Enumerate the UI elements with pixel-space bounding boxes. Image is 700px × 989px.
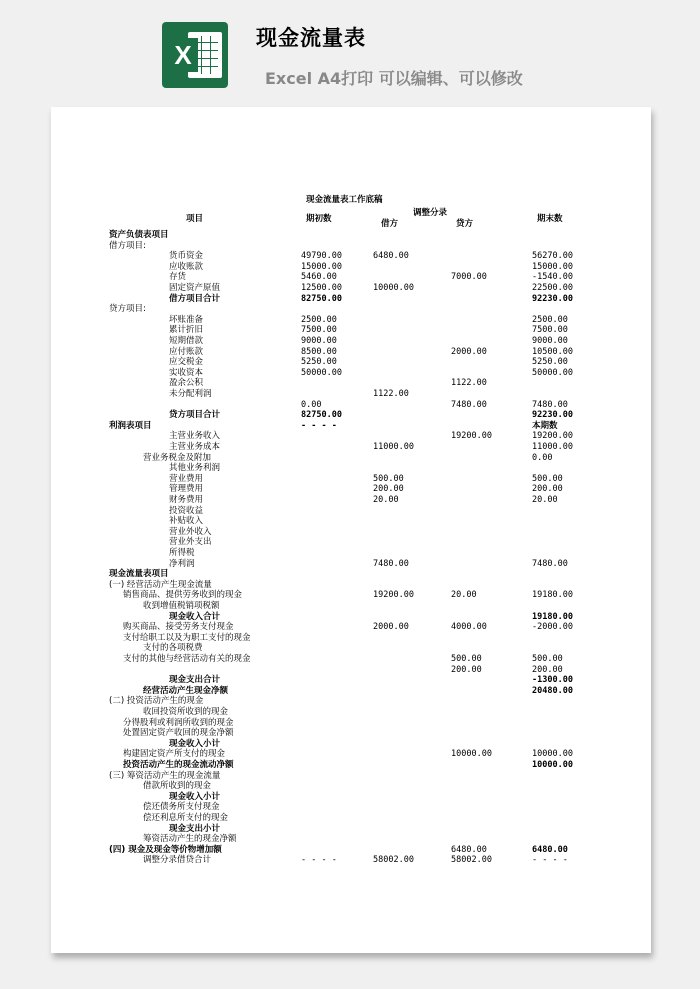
cell-credit: 19200.00 [451, 431, 492, 442]
row-label: 营业务税金及附加 [143, 452, 212, 463]
row-label: 收回投资所收到的现金 [143, 707, 229, 717]
cell-begin: 82750.00 [301, 293, 342, 304]
row-label: 借方项目: [109, 240, 146, 251]
cell-end: 50000.00 [532, 367, 573, 378]
cell-credit: 7000.00 [451, 272, 487, 283]
excel-icon [162, 22, 228, 88]
excel-letter: X [168, 38, 198, 72]
row-label: 处置固定资产收回的现金净额 [123, 728, 234, 739]
cell-credit: 1122.00 [451, 378, 487, 389]
row-label: 销售商品、提供劳务收到的现金 [123, 590, 243, 601]
row-label: 现金支出合计 [169, 675, 221, 686]
page-subtitle: Excel A4打印 可以编辑、可以修改 [265, 69, 523, 88]
cell-debit: 7480.00 [373, 558, 409, 569]
cell-begin: 8500.00 [301, 346, 337, 357]
cell-credit: 2000.00 [451, 346, 487, 357]
cell-end: 20480.00 [532, 685, 573, 696]
cell-begin: 7500.00 [301, 325, 337, 336]
cell-begin: 50000.00 [301, 367, 342, 378]
cell-debit: 19200.00 [373, 590, 414, 601]
cell-end: 500.00 [532, 654, 563, 664]
cell-end: 20.00 [532, 495, 558, 505]
row-label: 筹资活动产生的现金净额 [143, 834, 237, 845]
cell-debit: 11000.00 [373, 442, 414, 452]
document-page [51, 107, 651, 953]
row-label: 应交税金 [169, 357, 204, 368]
cell-end: 10500.00 [532, 346, 573, 357]
row-label: 应付账款 [169, 346, 204, 357]
row-label: 投资收益 [169, 505, 204, 516]
cell-end: 19180.00 [532, 611, 573, 622]
cell-end: 11000.00 [532, 442, 573, 452]
cell-debit: 200.00 [373, 484, 404, 495]
cell-end: 19200.00 [532, 431, 573, 442]
cell-credit: 4000.00 [451, 622, 487, 633]
cell-begin: 12500.00 [301, 283, 342, 293]
row-label: 管理费用 [169, 484, 204, 495]
row-label: 营业费用 [169, 473, 204, 484]
col-header-item: 项目 [186, 214, 204, 224]
cell-end: 2500.00 [532, 314, 568, 325]
row-label: 偿还利息所支付的现金 [143, 813, 229, 823]
cell-end: -2000.00 [532, 622, 573, 633]
cell-end: 9000.00 [532, 336, 568, 346]
cell-end: 5250.00 [532, 357, 568, 368]
row-label: 营业外收入 [169, 526, 212, 537]
row-label: (一) 经营活动产生现金流量 [109, 579, 212, 590]
row-label: (二) 投资活动产生的现金 [109, 696, 204, 707]
row-label: 支付的其他与经营活动有关的现金 [123, 654, 251, 664]
cell-end: 7480.00 [532, 558, 568, 569]
cell-begin: 5460.00 [301, 272, 337, 283]
col-header-debit: 借方 [381, 219, 399, 229]
row-label: 现金支出小计 [169, 823, 221, 834]
row-label: 现金收入小计 [169, 791, 221, 802]
row-label: 借款所收到的现金 [143, 781, 212, 792]
row-label: 主营业务收入 [169, 431, 221, 442]
col-header-begin: 期初数 [306, 214, 332, 224]
cell-credit: 20.00 [451, 590, 477, 601]
row-label: 未分配利润 [169, 389, 212, 399]
row-label: 其他业务利润 [169, 463, 221, 474]
cell-end: 0.00 [532, 452, 553, 463]
cell-debit: 10000.00 [373, 283, 414, 293]
cell-begin: 9000.00 [301, 336, 337, 346]
row-label: 资产负债表项目 [109, 230, 169, 240]
cell-end: 本期数 [532, 420, 558, 431]
cell-end: -1540.00 [532, 272, 573, 283]
cell-begin: - - - - [301, 420, 337, 431]
row-label: 财务费用 [169, 495, 204, 505]
row-label: 购买商品、接受劳务支付现金 [123, 622, 234, 633]
row-label: 补贴收入 [169, 516, 204, 527]
row-label: 净利润 [169, 558, 195, 569]
cell-begin: 49790.00 [301, 251, 342, 262]
row-label: 短期借款 [169, 336, 204, 346]
row-label: (三) 筹资活动产生的现金流量 [109, 770, 221, 781]
row-label: 支付的各项税费 [143, 643, 203, 654]
row-label: 坏账准备 [169, 314, 204, 325]
cell-debit: 500.00 [373, 473, 404, 484]
cell-end: 19180.00 [532, 590, 573, 601]
cell-debit: 1122.00 [373, 389, 409, 399]
worksheet [51, 107, 651, 953]
row-label: 构建固定资产所支付的现金 [123, 749, 226, 760]
cell-begin: 15000.00 [301, 261, 342, 272]
row-label: 经营活动产生现金净额 [143, 685, 229, 696]
row-label: 所得税 [169, 548, 195, 558]
row-label: 存货 [169, 272, 187, 283]
row-label: 分得股利或利润所收到的现金 [123, 717, 234, 728]
cell-begin: 82750.00 [301, 410, 342, 421]
row-label: 借方项目合计 [169, 293, 221, 304]
row-label: 贷方项目: [109, 304, 146, 315]
col-header-adjustment: 调整分录 [413, 208, 448, 218]
cell-credit: 6480.00 [451, 844, 487, 855]
cell-end: 10000.00 [532, 760, 573, 770]
cell-end: 22500.00 [532, 283, 573, 293]
row-label: 投资活动产生的现金流动净额 [123, 760, 234, 770]
cell-begin: 5250.00 [301, 357, 337, 368]
row-label: 货币资金 [169, 251, 204, 262]
row-label: 应收账款 [169, 261, 204, 272]
row-label: 实收资本 [169, 367, 204, 378]
row-label: 现金收入小计 [169, 738, 221, 749]
row-label: 利润表项目 [109, 420, 152, 431]
row-label: 固定资产原值 [169, 283, 221, 293]
cell-credit: 500.00 [451, 654, 482, 664]
cell-end: 10000.00 [532, 749, 573, 760]
row-label: 现金流量表项目 [109, 569, 169, 580]
cell-end: 200.00 [532, 664, 563, 675]
col-header-end: 期末数 [537, 214, 563, 224]
row-label: (四) 现金及现金等价物增加额 [109, 844, 222, 855]
row-label: 盈余公积 [169, 378, 204, 389]
cell-credit: 10000.00 [451, 749, 492, 760]
cell-end: 92230.00 [532, 410, 573, 421]
cell-credit: 7480.00 [451, 399, 487, 410]
row-label: 累计折旧 [169, 325, 204, 336]
cell-end: 7500.00 [532, 325, 568, 336]
cell-end: 7480.00 [532, 399, 568, 410]
row-label: 贷方项目合计 [169, 410, 221, 421]
row-label: 营业外支出 [169, 537, 212, 548]
cell-debit: 20.00 [373, 495, 399, 505]
cell-credit: 58002.00 [451, 855, 492, 866]
cell-end: 15000.00 [532, 261, 573, 272]
row-label: 调整分录借贷合计 [143, 855, 212, 866]
page-title: 现金流量表 [256, 26, 366, 50]
cell-credit: 200.00 [451, 664, 482, 675]
row-label: 主营业务成本 [169, 442, 221, 452]
cell-end: 500.00 [532, 473, 563, 484]
cell-debit: 2000.00 [373, 622, 409, 633]
cell-end: -1300.00 [532, 675, 573, 686]
cell-end: 6480.00 [532, 844, 568, 855]
row-label: 支付给职工以及为职工支付的现金 [123, 632, 251, 643]
cell-debit: 58002.00 [373, 855, 414, 866]
page-header [0, 0, 700, 105]
cell-begin: - - - - [301, 855, 337, 866]
col-header-credit: 贷方 [456, 219, 474, 229]
row-label: 偿还债务所支付现金 [143, 802, 220, 813]
cell-end: 200.00 [532, 484, 563, 495]
cell-debit: 6480.00 [373, 251, 409, 262]
cell-end: 56270.00 [532, 251, 573, 262]
cell-end: 92230.00 [532, 293, 573, 304]
row-label: 收到增值税销项税额 [143, 601, 220, 611]
sheet-heading: 现金流量表工作底稿 [306, 195, 383, 205]
cell-end: - - - - [532, 855, 568, 866]
cell-begin: 0.00 [301, 399, 322, 410]
row-label: 现金收入合计 [169, 611, 221, 622]
cell-begin: 2500.00 [301, 314, 337, 325]
